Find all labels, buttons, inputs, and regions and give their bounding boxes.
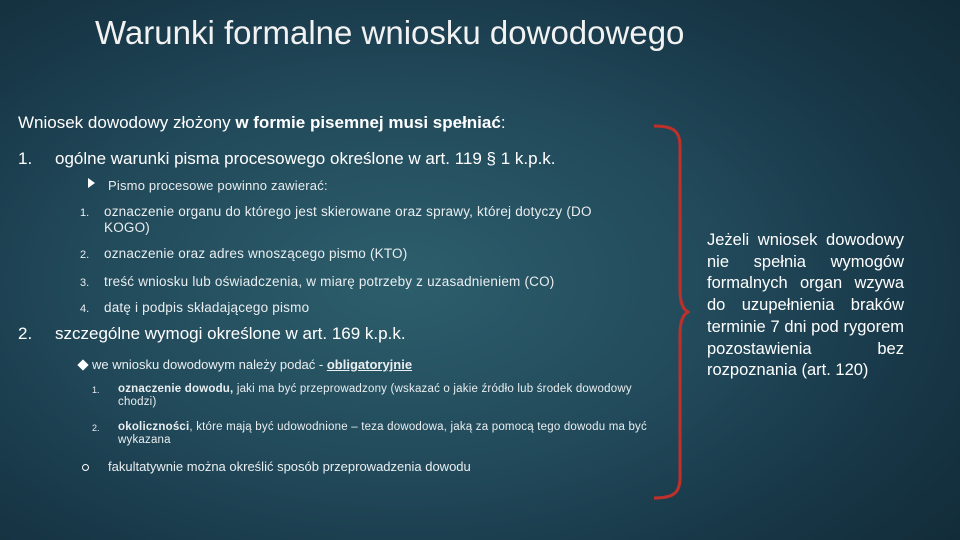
- subheading-pleading: Pismo procesowe powinno zawierać:: [108, 178, 328, 193]
- right-brace-icon: [650, 120, 690, 505]
- intro-end: :: [500, 113, 506, 132]
- subitem-text: treść wniosku lub oświadczenia, w miarę potrzeby z uzasadnieniem (CO): [104, 274, 555, 289]
- subitem-evidence: [118, 383, 638, 409]
- arrow-bullet-icon: [88, 178, 95, 188]
- subitem-number: 1.: [92, 385, 100, 395]
- diamond-bullet-icon: [77, 359, 88, 370]
- intro-normal: Wniosek dowodowy złożony: [18, 113, 236, 132]
- intro-text: [18, 113, 506, 133]
- side-note: Jeżeli wniosek dowodowy nie spełnia wymogów formalnych organ wzywa do uzupełnienia braków terminie 7 dni pod rygorem pozostawienia bez rozpoznania (art. 120): [707, 231, 904, 380]
- optional-note: fakultatywnie można określić sposób przeprowadzenia dowodu: [108, 459, 471, 474]
- item-number: 2.: [18, 324, 33, 343]
- subitem-number: 1.: [80, 207, 90, 219]
- subitem-text: oznaczenie organu do którego jest skierowane oraz sprawy, której dotyczy (DO KOGO): [104, 204, 592, 235]
- subheading-obligatory-emph: obligatoryjnie: [326, 357, 413, 372]
- item-special-requirements: szczególne wymogi określone w art. 169 k.p.k.: [55, 324, 406, 343]
- subitem-circumstances-bold: okoliczności: [118, 421, 190, 433]
- subitem-evidence-rest: jaki ma być przeprowadzony (wskazać o jakie źródło lub środek dowodowy chodzi): [118, 383, 632, 408]
- subitem-number: 4.: [80, 303, 90, 315]
- item-general-requirements: ogólne warunki pisma procesowego określone w art. 119 § 1 k.p.k.: [55, 149, 556, 168]
- subheading-obligatory: [92, 357, 412, 372]
- subheading-obligatory-normal: we wniosku dowodowym należy podać -: [92, 357, 327, 372]
- item-number: 1.: [18, 149, 33, 168]
- intro-bold: w formie pisemnej musi spełniać: [235, 113, 501, 132]
- slide-title: Warunki formalne wniosku dowodowego: [95, 14, 685, 51]
- subitem-text: oznaczenie oraz adres wnoszącego pismo (KTO): [104, 246, 408, 261]
- subitem-number: 2.: [80, 249, 90, 261]
- subitem-circumstances: [118, 421, 658, 447]
- subitem-number: 2.: [92, 423, 100, 433]
- circle-bullet-icon: [82, 464, 89, 471]
- subitem-circumstances-rest: , które mają być udowodnione – teza dowodowa, jaką za pomocą tego dowodu ma być wykazana: [118, 421, 647, 446]
- subitem-text: datę i podpis składającego pismo: [104, 300, 310, 315]
- subitem-evidence-bold: oznaczenie dowodu,: [118, 383, 234, 395]
- subitem-number: 3.: [80, 277, 90, 289]
